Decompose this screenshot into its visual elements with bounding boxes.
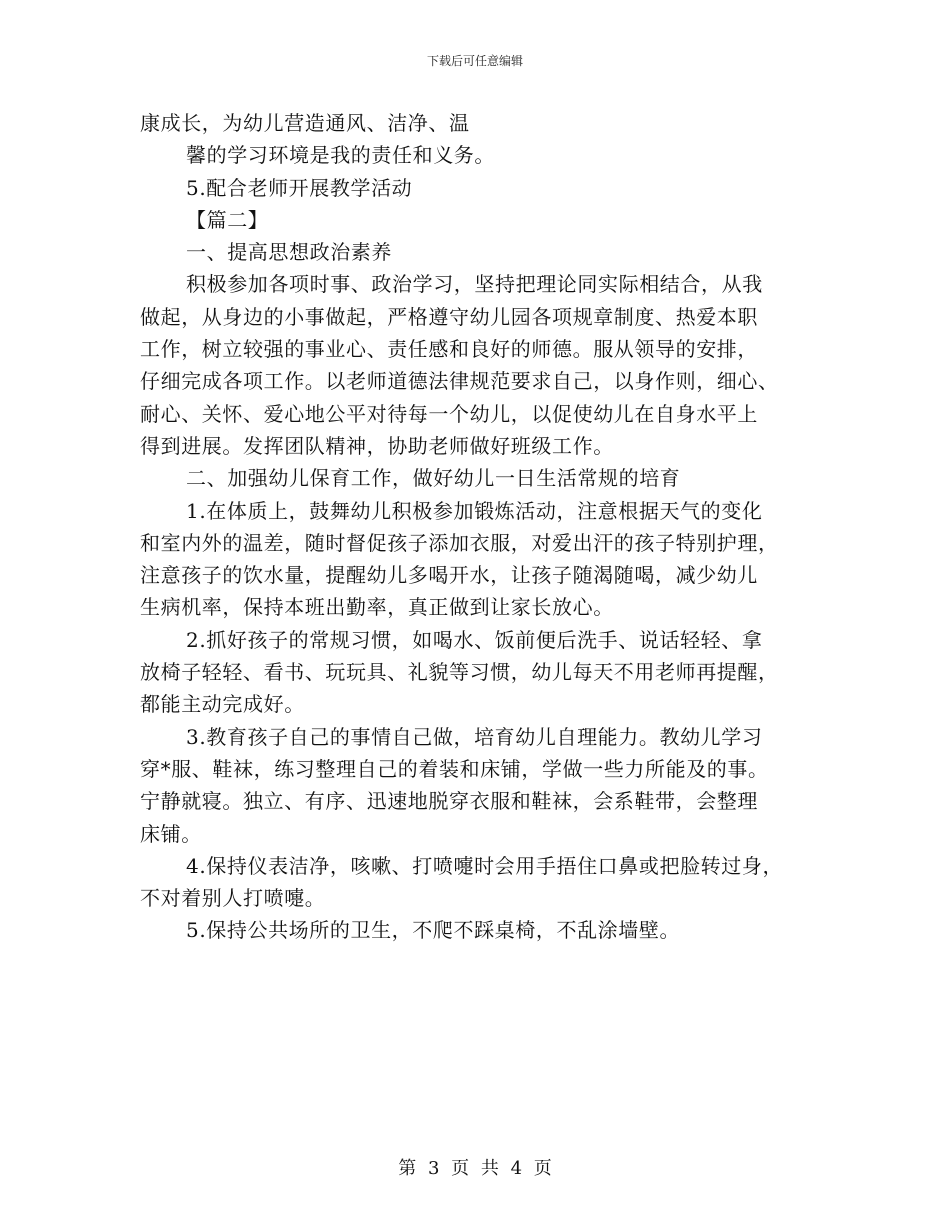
- paragraph-7-line-0: 1.在体质上，鼓舞幼儿积极参加锻炼活动，注意根据天气的变化: [186, 498, 763, 523]
- paragraph-5-line-2: 工作，树立较强的事业心、责任感和良好的师德。服从领导的安排，: [140, 337, 758, 362]
- paragraph-5-line-5: 得到进展。发挥团队精神，协助老师做好班级工作。: [140, 433, 614, 458]
- document-body: [140, 107, 810, 947]
- paragraph-2-line-0: 5.配合老师开展教学活动: [186, 175, 413, 200]
- paragraph-10-line-1: 不对着别人打喷嚏。: [140, 886, 326, 911]
- paragraph-5-line-3: 仔细完成各项工作。以老师道德法律规范要求自己，以身作则，细心、: [140, 369, 779, 394]
- paragraph-7-line-3: 生病机率，保持本班出勤率，真正做到让家长放心。: [140, 595, 614, 620]
- paragraph-3-line-0: 【篇二】: [186, 207, 269, 232]
- paragraph-0-line-0: 康成长，为幼儿营造通风、洁净、温: [140, 111, 470, 135]
- page-header-note: 下载后可任意编辑: [426, 54, 523, 68]
- paragraph-7-line-2: 注意孩子的饮水量，提醒幼儿多喝开水，让孩子随渴随喝，减少幼儿: [140, 563, 758, 588]
- paragraph-5-line-0: 积极参加各项时事、政治学习，坚持把理论同实际相结合，从我: [186, 272, 763, 297]
- paragraph-1-line-0: 馨的学习环境是我的责任和义务。: [186, 143, 495, 168]
- paragraph-8-line-1: 放椅子轻轻、看书、玩玩具、礼貌等习惯，幼儿每天不用老师再提醒，: [140, 660, 779, 685]
- paragraph-9-line-3: 床铺。: [140, 821, 202, 846]
- paragraph-11-line-0: 5.保持公共场所的卫生，不爬不踩桌椅，不乱涂墙壁。: [186, 918, 681, 943]
- paragraph-9-line-2: 宁静就寝。独立、有序、迅速地脱穿衣服和鞋袜，会系鞋带，会整理: [140, 789, 758, 814]
- paragraph-7-line-1: 和室内外的温差，随时督促孩子添加衣服，对爱出汗的孩子特别护理，: [140, 530, 779, 555]
- paragraph-8-line-2: 都能主动完成好。: [140, 692, 305, 717]
- paragraph-10-line-0: 4.保持仪表洁净，咳嗽、打喷嚏时会用手捂住口鼻或把脸转过身，: [186, 853, 784, 878]
- paragraph-5-line-4: 耐心、关怀、爱心地公平对待每一个幼儿，以促使幼儿在自身水平上: [140, 401, 758, 426]
- paragraph-4-line-0: 一、提高思想政治素养: [186, 240, 392, 265]
- paragraph-5-line-1: 做起，从身边的小事做起，严格遵守幼儿园各项规章制度、热爱本职: [140, 304, 758, 329]
- paragraph-9-line-1: 穿*服、鞋袜，练习整理自己的着装和床铺，学做一些力所能及的事。: [140, 756, 769, 781]
- paragraph-9-line-0: 3.教育孩子自己的事情自己做，培育幼儿自理能力。教幼儿学习: [186, 724, 763, 749]
- page-number-footer: 第 3 页 共 4 页: [398, 1158, 552, 1179]
- paragraph-6-line-0: 二、加强幼儿保育工作，做好幼儿一日生活常规的培育: [186, 466, 681, 491]
- paragraph-8-line-0: 2.抓好孩子的常规习惯，如喝水、饭前便后洗手、说话轻轻、拿: [186, 627, 763, 652]
